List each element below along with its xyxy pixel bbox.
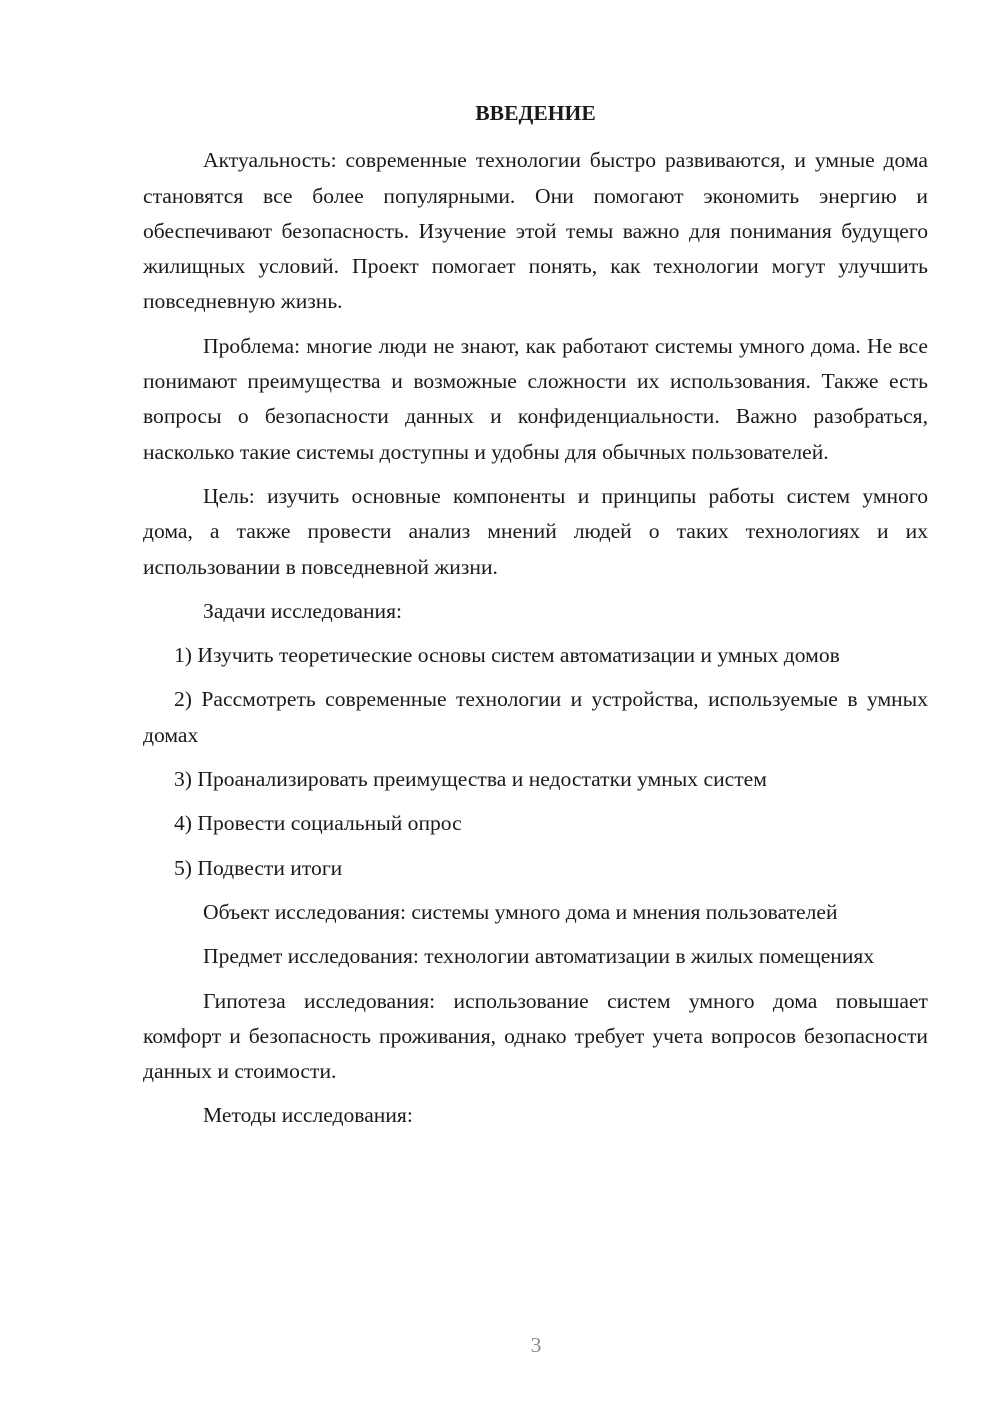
- problem-paragraph: Проблема: многие люди не знают, как работают системы умного дома. Не все понимают преимущества и возможные сложности их использования. Также есть вопросы о безопасности данных и конфиденциальности. Важно разобраться, насколько такие системы доступны и удобны для обычных пользователей.: [143, 333, 928, 464]
- hypothesis-paragraph: Гипотеза исследования: использование систем умного дома повышает комфорт и безопасность проживания, однако требует учета вопросов безопасности данных и стоимости.: [143, 988, 928, 1084]
- task-item-5: 5) Подвести итоги: [174, 855, 343, 880]
- task-item-4: 4) Провести социальный опрос: [174, 811, 462, 836]
- tasks-heading: Задачи исследования:: [203, 598, 403, 623]
- page-number: 3: [530, 1333, 542, 1357]
- page-content: [143, 96, 928, 1143]
- object-paragraph: Объект исследования: системы умного дома и мнения пользователей: [203, 899, 838, 924]
- task-item-3: 3) Проанализировать преимущества и недостатки умных систем: [174, 767, 767, 792]
- relevance-paragraph: Актуальность: современные технологии быстро развиваются, и умные дома становятся все более популярными. Они помогают экономить энергию и обеспечивают безопасность. Изучение этой темы важно для понимания будущего жилищных условий. Проект помогает понять, как технологии могут улучшить повседневную жизнь.: [143, 148, 928, 314]
- section-heading: ВВЕДЕНИЕ: [475, 101, 596, 125]
- task-item-2: 2) Рассмотреть современные технологии и устройства, используемые в умных домах: [143, 687, 928, 747]
- methods-heading: Методы исследования:: [203, 1103, 413, 1128]
- subject-paragraph: Предмет исследования: технологии автоматизации в жилых помещениях: [203, 944, 875, 969]
- goal-paragraph: Цель: изучить основные компоненты и принципы работы систем умного дома, а также провести анализ мнений людей о таких технологиях и их использовании в повседневной жизни.: [143, 483, 928, 579]
- task-item-1: 1) Изучить теоретические основы систем автоматизации и умных домов: [174, 643, 840, 668]
